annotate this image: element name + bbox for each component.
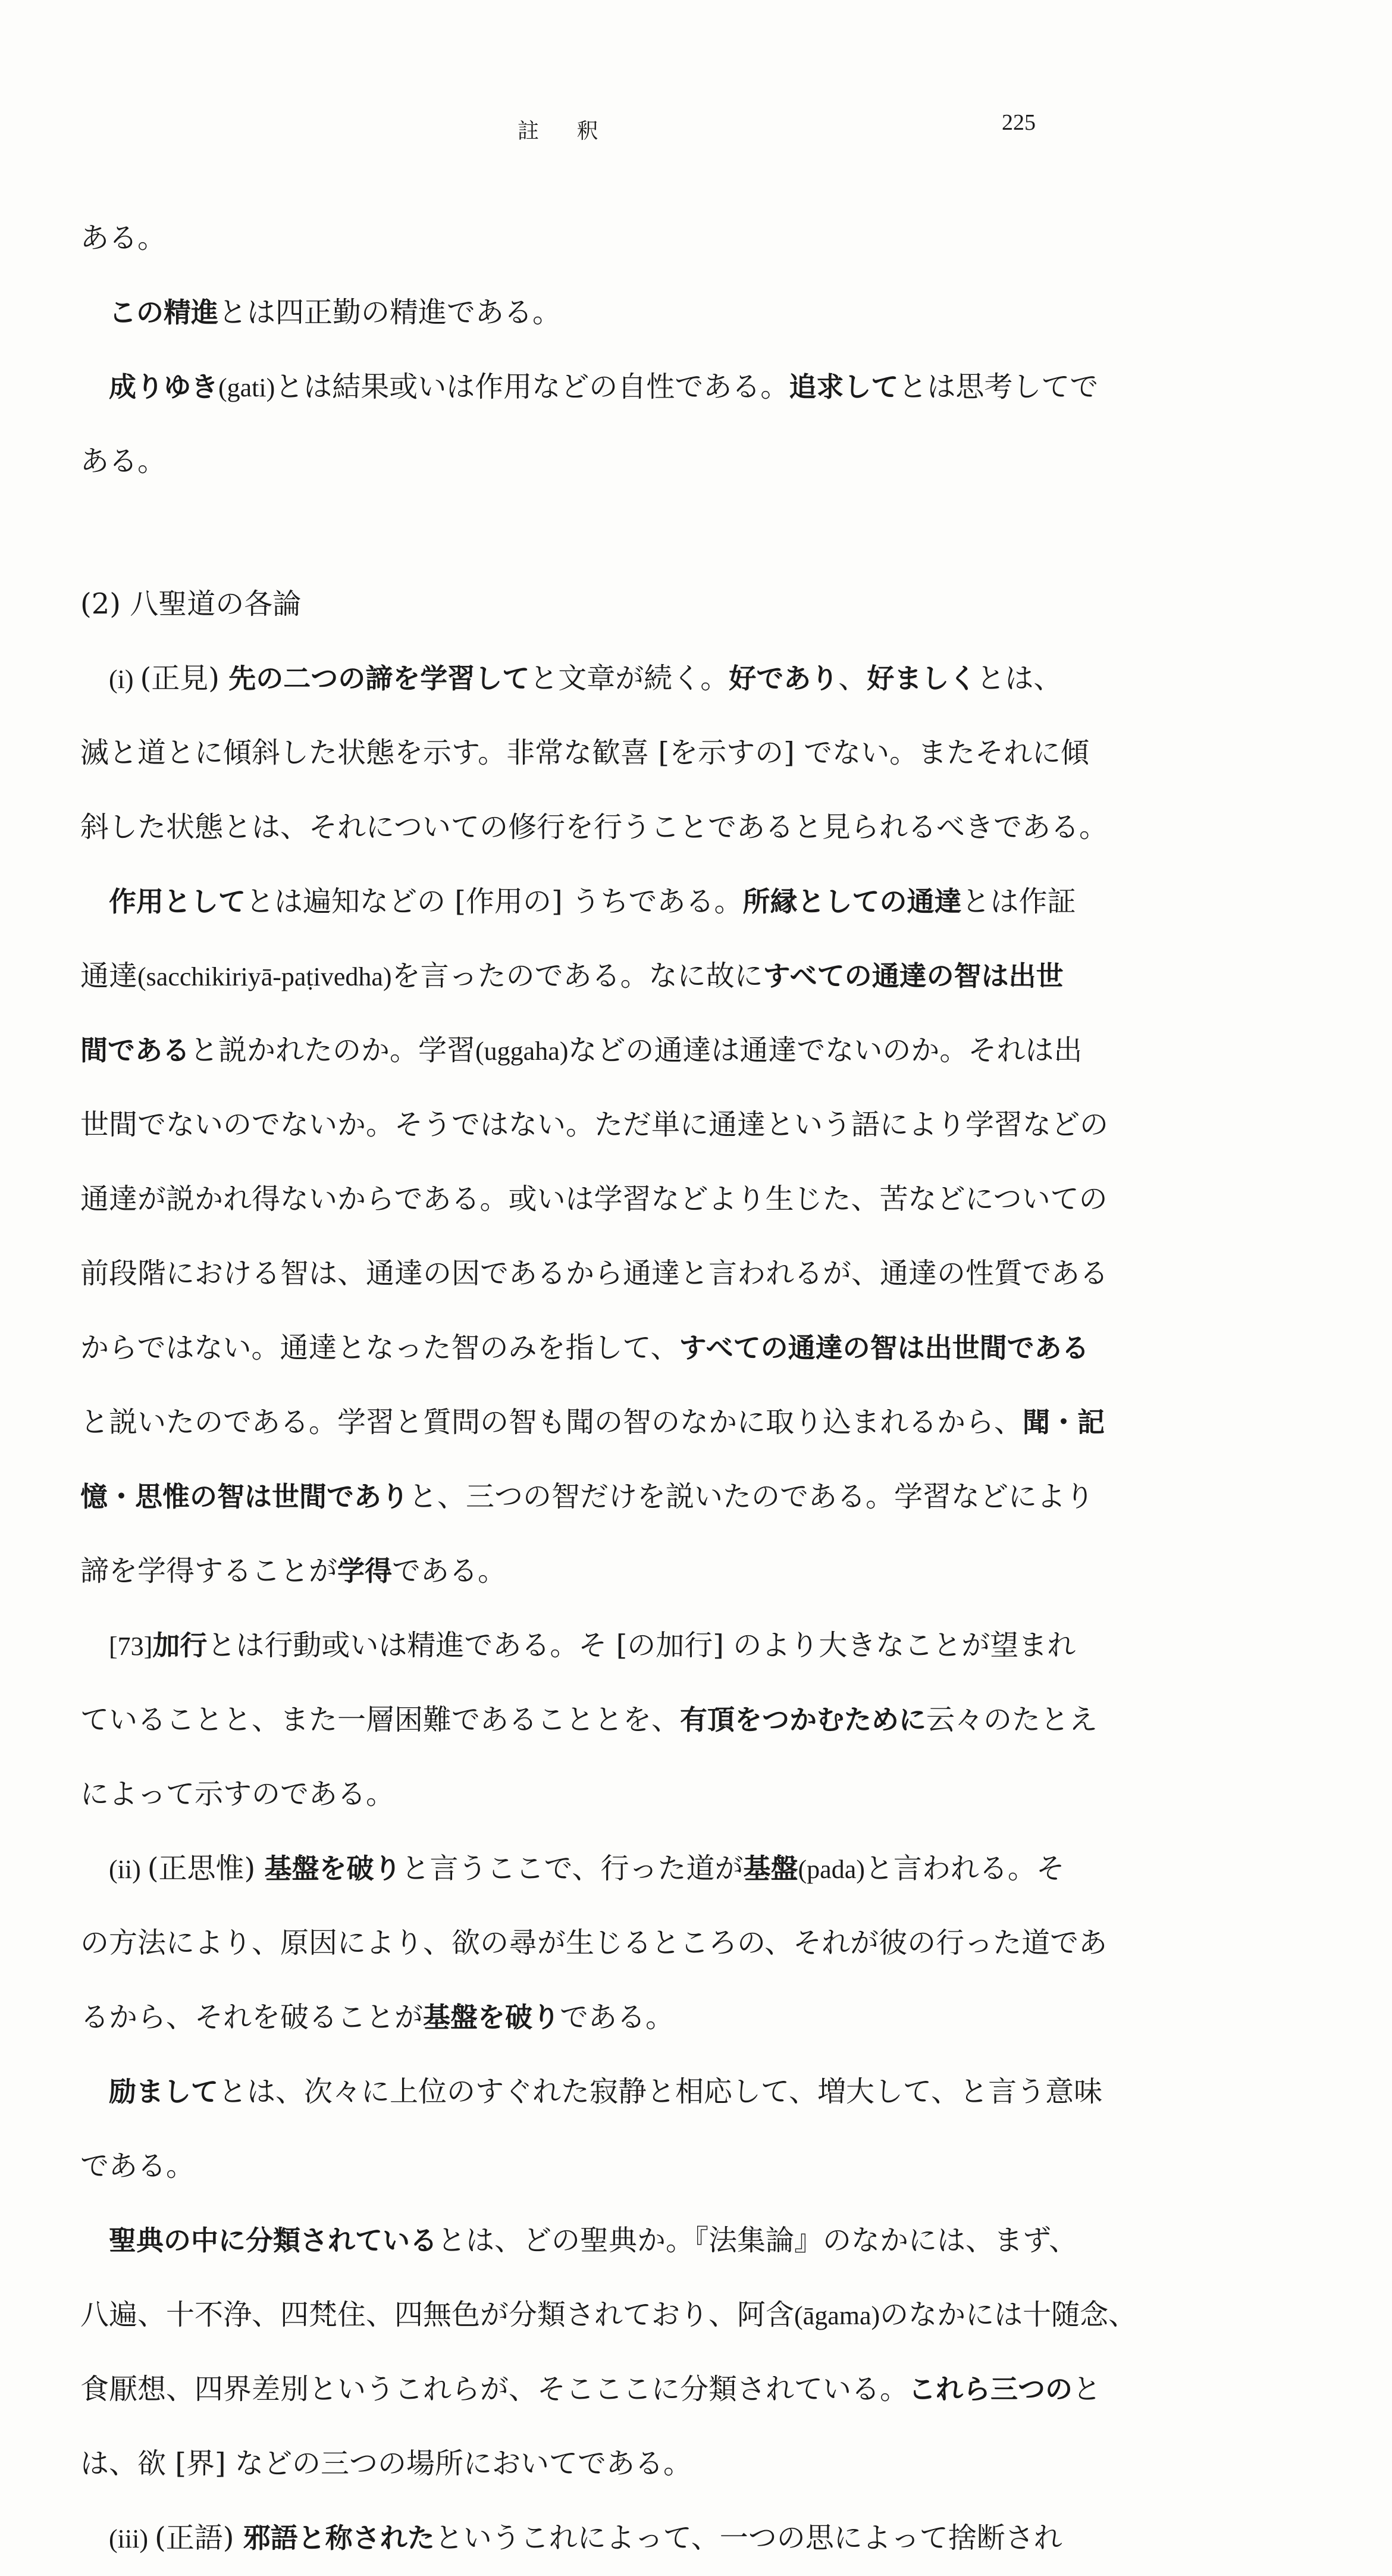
text-span: によって示すのである。 (80, 1777, 395, 1811)
text-line (80, 567, 1086, 641)
bold-term: これら三つの (908, 2373, 1073, 2405)
text-line (80, 350, 1099, 424)
text-span: 斜した状態とは、それについての修行を行うことであると見られるべきである。 (80, 810, 1108, 844)
text-line (80, 716, 1090, 790)
text-span: (正語) (154, 2521, 243, 2555)
text-span: である。 (392, 1554, 507, 1588)
text-line (80, 1906, 1108, 1980)
text-span: と文章が続く。 (529, 662, 729, 695)
text-span: である。 (80, 2149, 195, 2183)
text-line (80, 790, 1108, 865)
bold-term: 基盤を破り (264, 1852, 402, 1885)
text-line (80, 1832, 1086, 1906)
text-line (80, 1013, 1086, 1088)
bold-term: 好であり (729, 662, 839, 694)
text-line (80, 1088, 1109, 1162)
text-line (80, 1683, 1098, 1757)
text-span: と、三つの智だけを説いたのである。学習などにより (409, 1480, 1095, 1513)
page-number: 225 (1002, 110, 1036, 135)
bold-term: 基盤 (743, 1852, 798, 1885)
text-line (80, 1534, 1086, 1608)
text-span: は、欲 [界] などの三つの場所においてである。 (80, 2447, 692, 2480)
text-span: 世間でないのでないか。そうではない。ただ単に通達という語により学習などの (80, 1108, 1109, 1141)
text-span: (āgama) (794, 2301, 880, 2330)
text-span: 、 (838, 662, 867, 695)
bold-term: 好ましく (867, 662, 977, 694)
bold-term: 先の二つの諦を学習して (228, 662, 530, 694)
text-line (80, 1385, 1105, 1460)
text-span: である。 (560, 2001, 675, 2034)
text-span: 云々のたとえ (926, 1703, 1098, 1736)
text-span: (iii) (109, 2524, 155, 2553)
text-line (80, 1311, 1089, 1385)
text-span: と (1073, 2372, 1102, 2406)
text-span: とは思考してで (898, 370, 1099, 403)
text-span: などの通達は通達でないのか。それは出 (568, 1034, 1083, 1067)
text-line (80, 939, 1086, 1013)
paragraph-gap (80, 499, 1086, 567)
text-span: (i) (109, 665, 140, 694)
text-line (80, 641, 1086, 716)
bold-term: 追求して (789, 371, 899, 403)
text-span: と説かれたのか。学習 (190, 1034, 476, 1067)
bold-term: 加行 (152, 1629, 208, 1661)
bold-term: 有頂をつかむために (680, 1704, 927, 1736)
text-span: (uggaha) (475, 1037, 569, 1066)
bold-term: 所縁としての通達 (742, 885, 962, 918)
text-span: を言ったのである。なに故に (391, 959, 763, 993)
text-span: とは四正勤の精進である。 (218, 296, 562, 329)
text-line (80, 2278, 1137, 2352)
text-line (80, 1237, 1109, 1311)
text-span: と言うここで、行った道が (401, 1852, 744, 1885)
text-line (80, 424, 1086, 499)
text-line (80, 2055, 1103, 2129)
text-span: 諦を学得することが (80, 1554, 338, 1588)
text-span: の方法により、原因により、欲の尋が生じるところの、それが彼の行った道であ (80, 1926, 1108, 1960)
text-span: とは作証 (961, 885, 1076, 918)
text-line (80, 865, 1086, 939)
text-span: (2) 八聖道の各論 (80, 587, 302, 621)
text-line (80, 2352, 1102, 2427)
text-span: (pada) (798, 1855, 865, 1884)
text-span: (gati) (218, 373, 275, 402)
bold-term: 学得 (337, 1555, 393, 1587)
text-line (80, 2129, 1086, 2203)
bold-term: 作用として (109, 885, 246, 918)
bold-term: 成りゆき (109, 371, 218, 403)
text-line (80, 2501, 1086, 2575)
text-span: 滅と道とに傾斜した状態を示す。非常な歓喜 [を示すの] でない。またそれに傾 (80, 736, 1090, 769)
text-span: と説いたのである。学習と質問の智も聞の智のなかに取り込まれるから、 (80, 1406, 1023, 1439)
bold-term: 聞・記 (1023, 1406, 1105, 1438)
bold-term: 基盤を破り (423, 2001, 560, 2033)
bold-term: すべての通達の智は出世間である (679, 1332, 1089, 1364)
text-span: (ii) (109, 1855, 148, 1884)
bold-term: 邪語と称された (243, 2522, 435, 2554)
text-span: 前段階における智は、通達の因であるから通達と言われるが、通達の性質である (80, 1257, 1109, 1290)
bold-term: 間である (80, 1034, 190, 1066)
text-span: 通達が説かれ得ないからである。或いは学習などより生じた、苦などについての (80, 1182, 1108, 1216)
text-line (80, 1162, 1108, 1237)
text-span: (正見) (140, 662, 229, 695)
text-span: 八遍、十不浄、四梵住、四無色が分類されており、阿含 (80, 2298, 795, 2331)
text-span: とは遍知などの [作用の] うちである。 (246, 885, 743, 918)
text-span: とは、どの聖典か。『法集論』のなかには、まず、 (437, 2224, 1078, 2257)
text-span: 食厭想、四界差別というこれらが、そこここに分類されている。 (80, 2372, 909, 2406)
text-span: のなかには十随念、 (880, 2298, 1137, 2331)
text-span: とは行動或いは精進である。そ [の加行] のより大きなことが望まれ (207, 1629, 1076, 1662)
text-line (80, 201, 1086, 276)
text-span: (正思惟) (147, 1852, 265, 1885)
bold-term: 励まして (109, 2076, 218, 2108)
text-span: からではない。通達となった智のみを指して、 (80, 1331, 679, 1364)
text-span: というこれによって、一つの思によって捨断され (434, 2521, 1062, 2555)
text-span: とは、 (976, 662, 1062, 695)
text-line (80, 276, 1086, 350)
text-line (80, 2427, 1086, 2501)
text-line (80, 1460, 1095, 1534)
text-span: ある。 (80, 221, 167, 255)
bold-term: 憶・思惟の智は世間であり (80, 1481, 409, 1513)
text-span: とは結果或いは作用などの自性である。 (275, 370, 789, 403)
text-line (80, 1608, 1086, 1683)
text-line (80, 1757, 1086, 1832)
bold-term: すべての通達の智は出世 (763, 960, 1064, 992)
bold-term: 聖典の中に分類されている (109, 2224, 437, 2256)
body-text (80, 201, 1137, 2575)
text-span: (sacchikiriyā-paṭivedha) (137, 962, 392, 991)
bold-term: この精進 (109, 296, 218, 328)
text-span: ある。 (80, 445, 167, 478)
text-span: [73] (109, 1632, 153, 1661)
text-line (80, 1980, 1086, 2055)
text-line (80, 2203, 1086, 2278)
text-span: るから、それを破ることが (80, 2001, 424, 2034)
text-span: 通達 (80, 959, 138, 993)
text-span: と言われる。そ (864, 1852, 1065, 1885)
running-header-title: 註 釈 (518, 119, 614, 143)
text-span: ていることと、また一層困難であることとを、 (80, 1703, 681, 1736)
text-span: とは、次々に上位のすぐれた寂静と相応して、増大して、と言う意味 (218, 2075, 1103, 2108)
